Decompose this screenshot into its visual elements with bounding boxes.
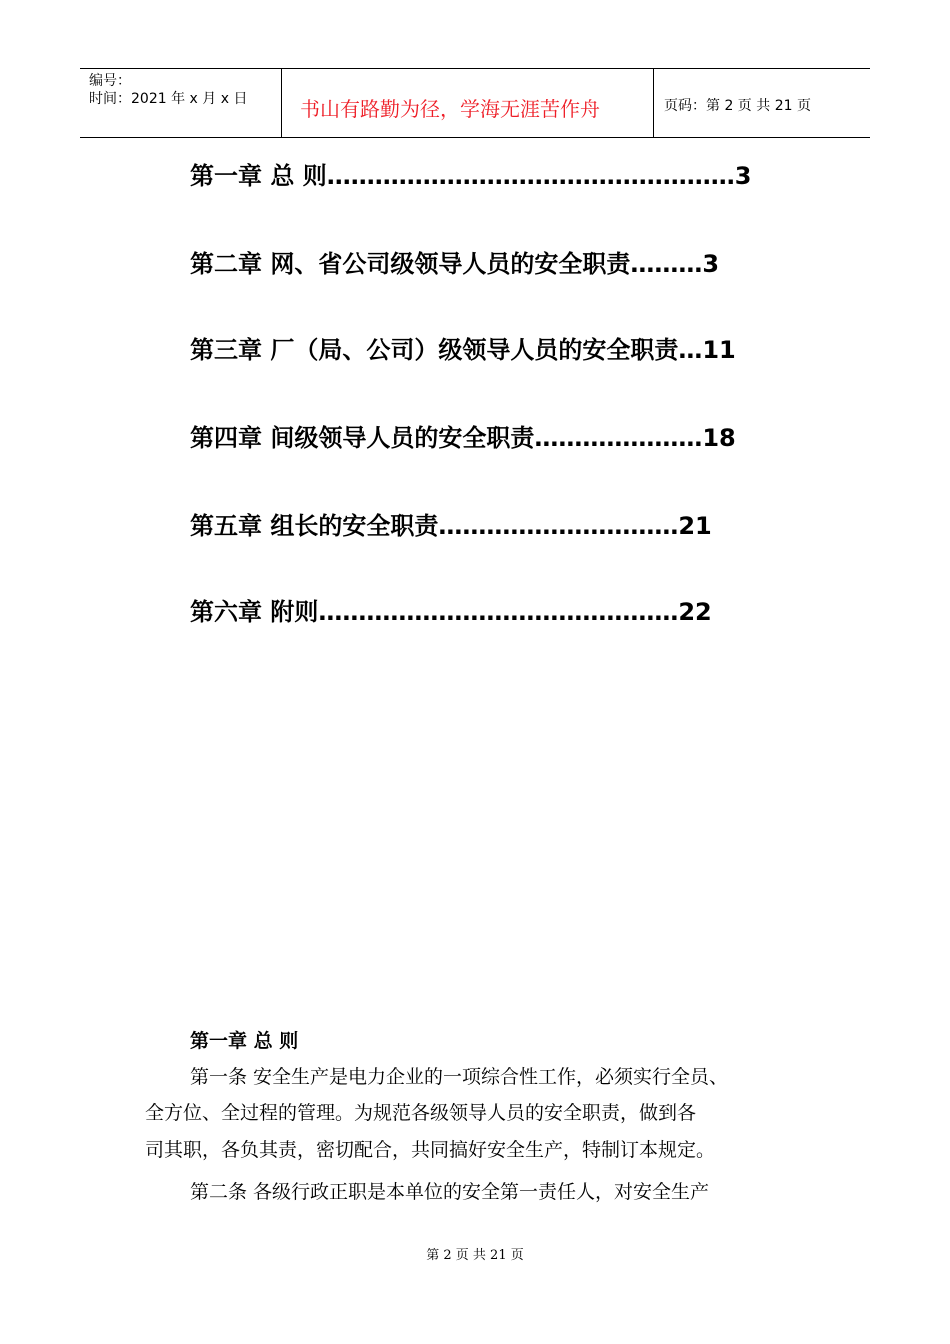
paragraph-line: 第二条 各级行政正职是本单位的安全第一责任人，对安全生产 [190, 1181, 710, 1203]
header-page-info: 页码：第 2 页 共 21 页 [664, 98, 811, 114]
chapter-heading: 第一章 总 则 [190, 1030, 299, 1052]
toc-entry: 第一章 总 则……………………………………………3 [190, 162, 752, 190]
toc-entry: 第二章 网、省公司级领导人员的安全职责………3 [190, 250, 720, 278]
toc-entry: 第六章 附则………………………………………22 [190, 598, 712, 626]
page-footer: 第 2 页 共 21 页 [426, 1248, 524, 1263]
header-motto: 书山有路勤为径，学海无涯苦作舟 [300, 97, 600, 121]
toc-entry: 第五章 组长的安全职责…………………………21 [190, 512, 712, 540]
document-number-label: 编号： [89, 73, 131, 89]
paragraph-line: 全方位、全过程的管理。为规范各级领导人员的安全职责，做到各 [145, 1102, 697, 1124]
toc-entry: 第四章 间级领导人员的安全职责…………………18 [190, 424, 736, 452]
page-header [80, 68, 870, 138]
header-meta-cell [80, 69, 282, 137]
header-page-cell [654, 69, 870, 137]
paragraph-line: 司其职，各负其责，密切配合，共同搞好安全生产，特制订本规定。 [145, 1139, 716, 1161]
header-motto-cell [282, 69, 654, 137]
document-date: 时间：2021 年 x 月 x 日 [89, 91, 248, 107]
toc-entry: 第三章 厂（局、公司）级领导人员的安全职责…11 [190, 336, 736, 364]
paragraph-line: 第一条 安全生产是电力企业的一项综合性工作，必须实行全员、 [190, 1066, 729, 1088]
